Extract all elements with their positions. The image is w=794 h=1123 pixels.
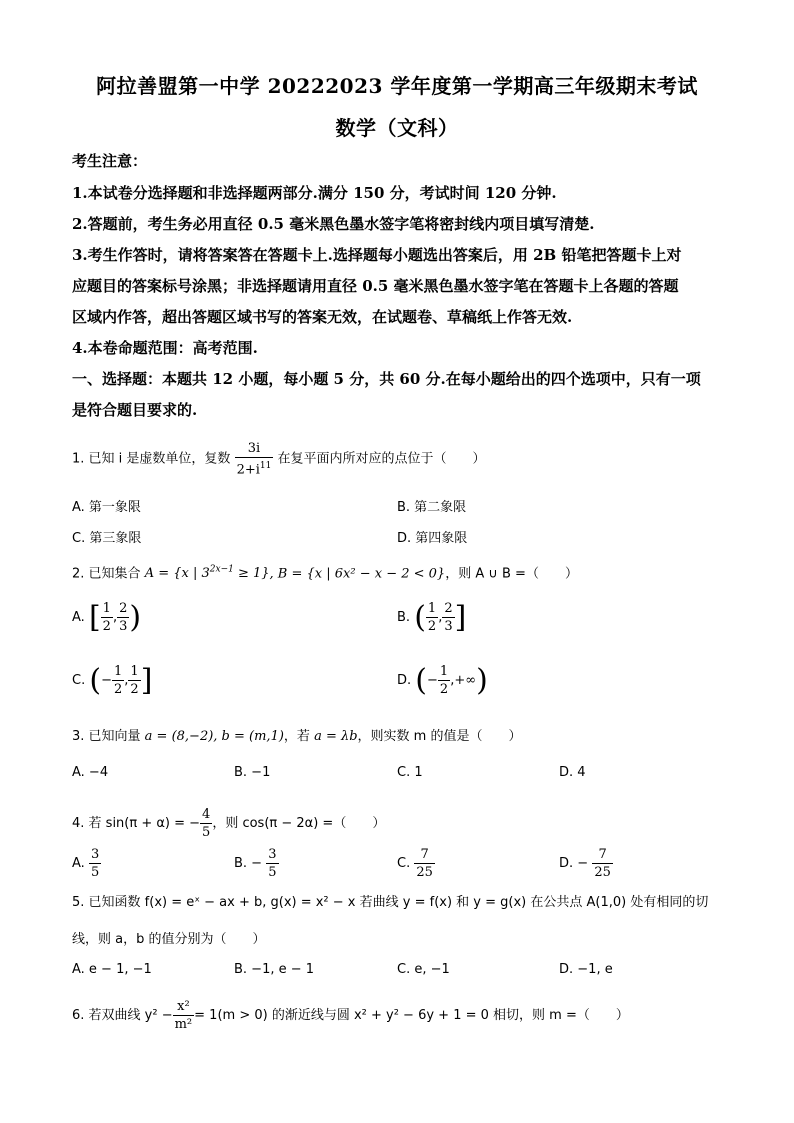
- question-4-option-d: D. − $\frac{7}{25}$: [559, 847, 611, 880]
- exam-subtitle: 数学（文科）: [335, 116, 459, 140]
- question-3-option-a: A. −4: [72, 765, 109, 780]
- question-4-tail: ，则 cos(π − 2α) =（ ）: [212, 816, 386, 831]
- question-2-stem: 2. 已知集合: [72, 566, 141, 582]
- question-6-tail: = 1(m > 0) 的渐近线与圆 x² + y² − 6y + 1 = 0 相切，则 m =（ ）: [194, 1008, 629, 1023]
- question-1-option-b: B. 第二象限: [397, 500, 467, 515]
- notice-item-3-line-1: 3.考生作答时，请将答案答在答题卡上.选择题每小题选出答案后，用 2B 铅笔把答题卡上对: [72, 246, 682, 264]
- exam-title: 阿拉善盟第一中学 20222023 学年度第一学期高三年级期末考试: [96, 74, 698, 98]
- question-5-option-d: D. −1, e: [559, 962, 613, 977]
- notice-heading: 考生注意：: [72, 152, 148, 170]
- question-6: 6. 若双曲线 y² − $\frac{\text{x²}}{\text{m²}}$ = 1(m > 0) 的渐近线与圆 x² + y² − 6y + 1 = 0 相切，则 m =（ ）: [72, 999, 629, 1032]
- notice-item-3-line-3: 区域内作答，超出答题区域书写的答案无效，在试题卷、草稿纸上作答无效.: [72, 308, 573, 326]
- question-5-option-b: B. −1, e − 1: [234, 962, 315, 977]
- question-2-option-d: D. (− $\frac{1}{2}$ ,+∞): [397, 663, 488, 698]
- question-2-tail: ，则 A ∪ B =（ ）: [445, 566, 578, 582]
- question-5-option-a: A. e − 1, −1: [72, 962, 152, 977]
- question-3-relation: a = λb: [314, 729, 358, 744]
- question-1-numerator: 3i: [235, 440, 274, 458]
- question-1-tail: 在复平面内所对应的点位于（ ）: [277, 451, 486, 467]
- section-heading-line-2: 是符合题目要求的.: [72, 401, 198, 419]
- question-1-exponent: 11: [259, 461, 272, 471]
- question-2-set-a: A = {x | $3^{2x-1} \ge 1$}: [144, 565, 270, 582]
- question-4-option-b: B. − $\frac{3}{5}$: [234, 847, 277, 880]
- question-2-option-a: A. [ $\frac{1}{2}$ , $\frac{2}{3}$ ): [72, 600, 142, 635]
- question-1-option-c: C. 第三象限: [72, 531, 142, 546]
- question-4: 4. 若 sin(π + α) = − $\frac{4}{5}$ ，则 cos(π − 2α) =（ ）: [72, 807, 386, 840]
- notice-item-2: 2.答题前，考生务必用直径 0.5 毫米黑色墨水签字笔将密封线内项目填写清楚.: [72, 215, 595, 233]
- question-1: [72, 440, 486, 478]
- question-3-option-c: C. 1: [397, 765, 423, 780]
- question-3-option-d: D. 4: [559, 765, 586, 780]
- question-3-tail: ，则实数 m 的值是（ ）: [357, 729, 522, 744]
- question-2-option-b: B. ( $\frac{1}{2}$ , $\frac{2}{3}$ ]: [397, 600, 467, 635]
- question-3-option-b: B. −1: [234, 765, 271, 780]
- notice-item-1: 1.本试卷分选择题和非选择题两部分.满分 150 分，考试时间 120 分钟.: [72, 184, 557, 202]
- question-2: [72, 561, 578, 583]
- notice-item-4: 4.本卷命题范围：高考范围.: [72, 339, 258, 357]
- question-1-denominator: 2+i: [236, 462, 260, 478]
- question-3-vectors: a = (8,−2), b = (m,1): [144, 729, 284, 744]
- question-4-option-a: A. $\frac{3}{5}$: [72, 847, 100, 880]
- question-4-option-c: C. $\frac{7}{25}$: [397, 847, 433, 880]
- question-2-set-b: , B = {x | 6x² − x − 2 < 0}: [269, 566, 446, 582]
- notice-item-3-line-2: 应题目的答案标号涂黑；非选择题请用直径 0.5 毫米黑色墨水签字笔在答题卡上各题的答题: [72, 277, 679, 295]
- question-4-stem: 4. 若 sin(π + α) = −: [72, 816, 201, 831]
- question-3-stem: 3. 已知向量: [72, 729, 145, 744]
- question-5-option-c: C. e, −1: [397, 962, 450, 977]
- question-1-fraction: [235, 440, 274, 478]
- question-1-option-d: D. 第四象限: [397, 531, 468, 546]
- question-6-stem: 6. 若双曲线 y² −: [72, 1008, 173, 1023]
- question-5-line-1: 5. 已知函数 f(x) = eˣ − ax + b, g(x) = x² − x 若曲线 y = f(x) 和 y = g(x) 在公共点 A(1,0) 处有相同的切: [72, 895, 709, 910]
- question-2-option-c: C. (− $\frac{1}{2}$ , $\frac{1}{2}$ ]: [72, 663, 153, 698]
- question-3: 3. 已知向量 a = (8,−2), b = (m,1)，若 a = λb，则实数 m 的值是（ ）: [72, 729, 522, 744]
- question-1-stem: 1. 已知 i 是虚数单位，复数: [72, 451, 231, 467]
- question-1-option-a: A. 第一象限: [72, 500, 141, 515]
- question-5-line-2: 线，则 a，b 的值分别为（ ）: [72, 932, 266, 947]
- section-heading-line-1: 一、选择题：本题共 12 小题，每小题 5 分，共 60 分.在每小题给出的四个选项中，只有一项: [72, 370, 701, 388]
